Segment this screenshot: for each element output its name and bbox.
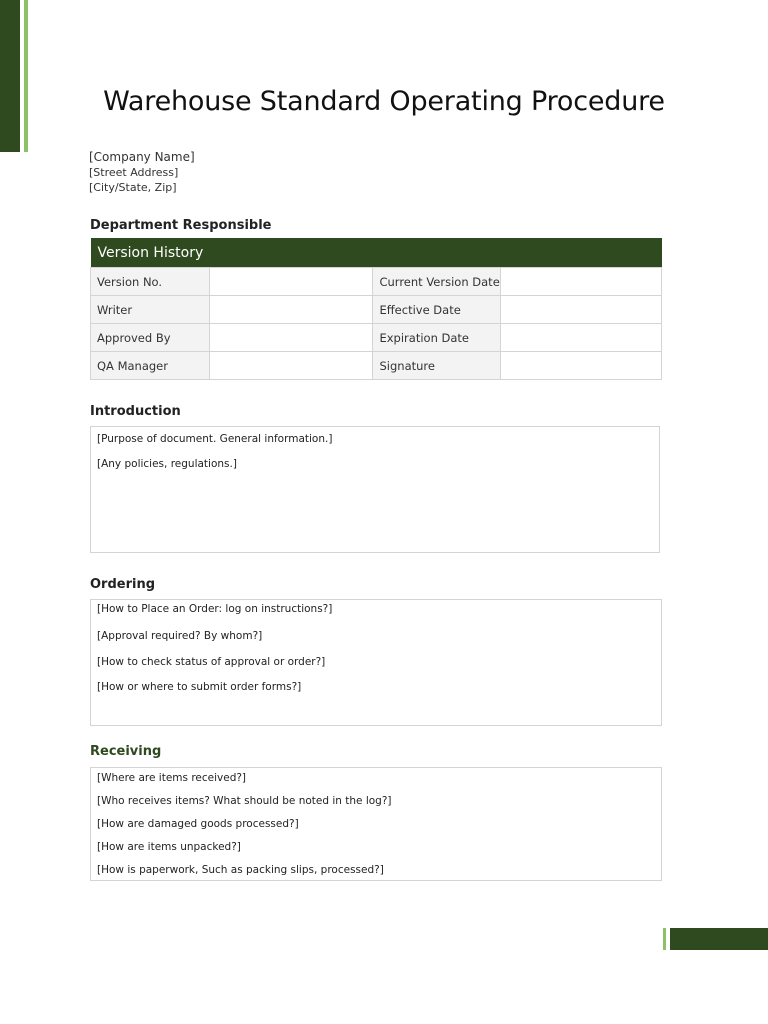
- expiration-date-label: Expiration Date: [373, 324, 501, 352]
- version-history-header: Version History: [91, 238, 662, 268]
- table-row: [91, 296, 662, 324]
- footer-accent-bar-dark: [670, 928, 768, 950]
- document-title: Warehouse Standard Operating Procedure: [103, 86, 665, 117]
- receiving-line: [Where are items received?]: [97, 772, 247, 784]
- version-no-label: Version No.: [91, 268, 210, 296]
- ordering-heading: Ordering: [90, 577, 156, 592]
- receiving-line: [How are items unpacked?]: [97, 841, 241, 853]
- ordering-line: [How to check status of approval or order?]: [97, 656, 326, 668]
- receiving-box[interactable]: [90, 767, 662, 881]
- department-heading: Department Responsible: [90, 218, 272, 233]
- street-address: [Street Address]: [89, 166, 179, 179]
- introduction-heading: Introduction: [90, 404, 181, 419]
- approved-by-field[interactable]: [209, 324, 373, 352]
- introduction-line: [Any policies, regulations.]: [97, 458, 237, 470]
- ordering-box[interactable]: [90, 599, 662, 726]
- qa-manager-field[interactable]: [209, 352, 373, 380]
- receiving-line: [How are damaged goods processed?]: [97, 818, 299, 830]
- effective-date-label: Effective Date: [373, 296, 501, 324]
- signature-label: Signature: [373, 352, 501, 380]
- table-row: [91, 352, 662, 380]
- introduction-line: [Purpose of document. General information.]: [97, 433, 333, 445]
- version-history-table: [90, 238, 662, 380]
- version-no-field[interactable]: [209, 268, 373, 296]
- receiving-line: [How is paperwork, Such as packing slips, processed?]: [97, 864, 384, 876]
- corner-accent-bar-light: [24, 0, 28, 152]
- footer-accent-bar-light: [663, 928, 666, 950]
- introduction-box[interactable]: [90, 426, 660, 553]
- table-row: [91, 268, 662, 296]
- ordering-line: [How or where to submit order forms?]: [97, 681, 302, 693]
- table-row: [91, 324, 662, 352]
- company-name: [Company Name]: [89, 150, 195, 164]
- company-info: [89, 150, 195, 195]
- expiration-date-field[interactable]: [501, 324, 662, 352]
- corner-accent-bar-dark: [0, 0, 20, 152]
- approved-by-label: Approved By: [91, 324, 210, 352]
- current-version-date-field[interactable]: [501, 268, 662, 296]
- writer-label: Writer: [91, 296, 210, 324]
- receiving-line: [Who receives items? What should be noted in the log?]: [97, 795, 392, 807]
- qa-manager-label: QA Manager: [91, 352, 210, 380]
- receiving-heading: Receiving: [90, 744, 162, 759]
- writer-field[interactable]: [209, 296, 373, 324]
- ordering-line: [Approval required? By whom?]: [97, 630, 263, 642]
- ordering-line: [How to Place an Order: log on instructions?]: [97, 603, 333, 615]
- city-state-zip: [City/State, Zip]: [89, 181, 177, 194]
- effective-date-field[interactable]: [501, 296, 662, 324]
- signature-field[interactable]: [501, 352, 662, 380]
- current-version-date-label: Current Version Date: [373, 268, 501, 296]
